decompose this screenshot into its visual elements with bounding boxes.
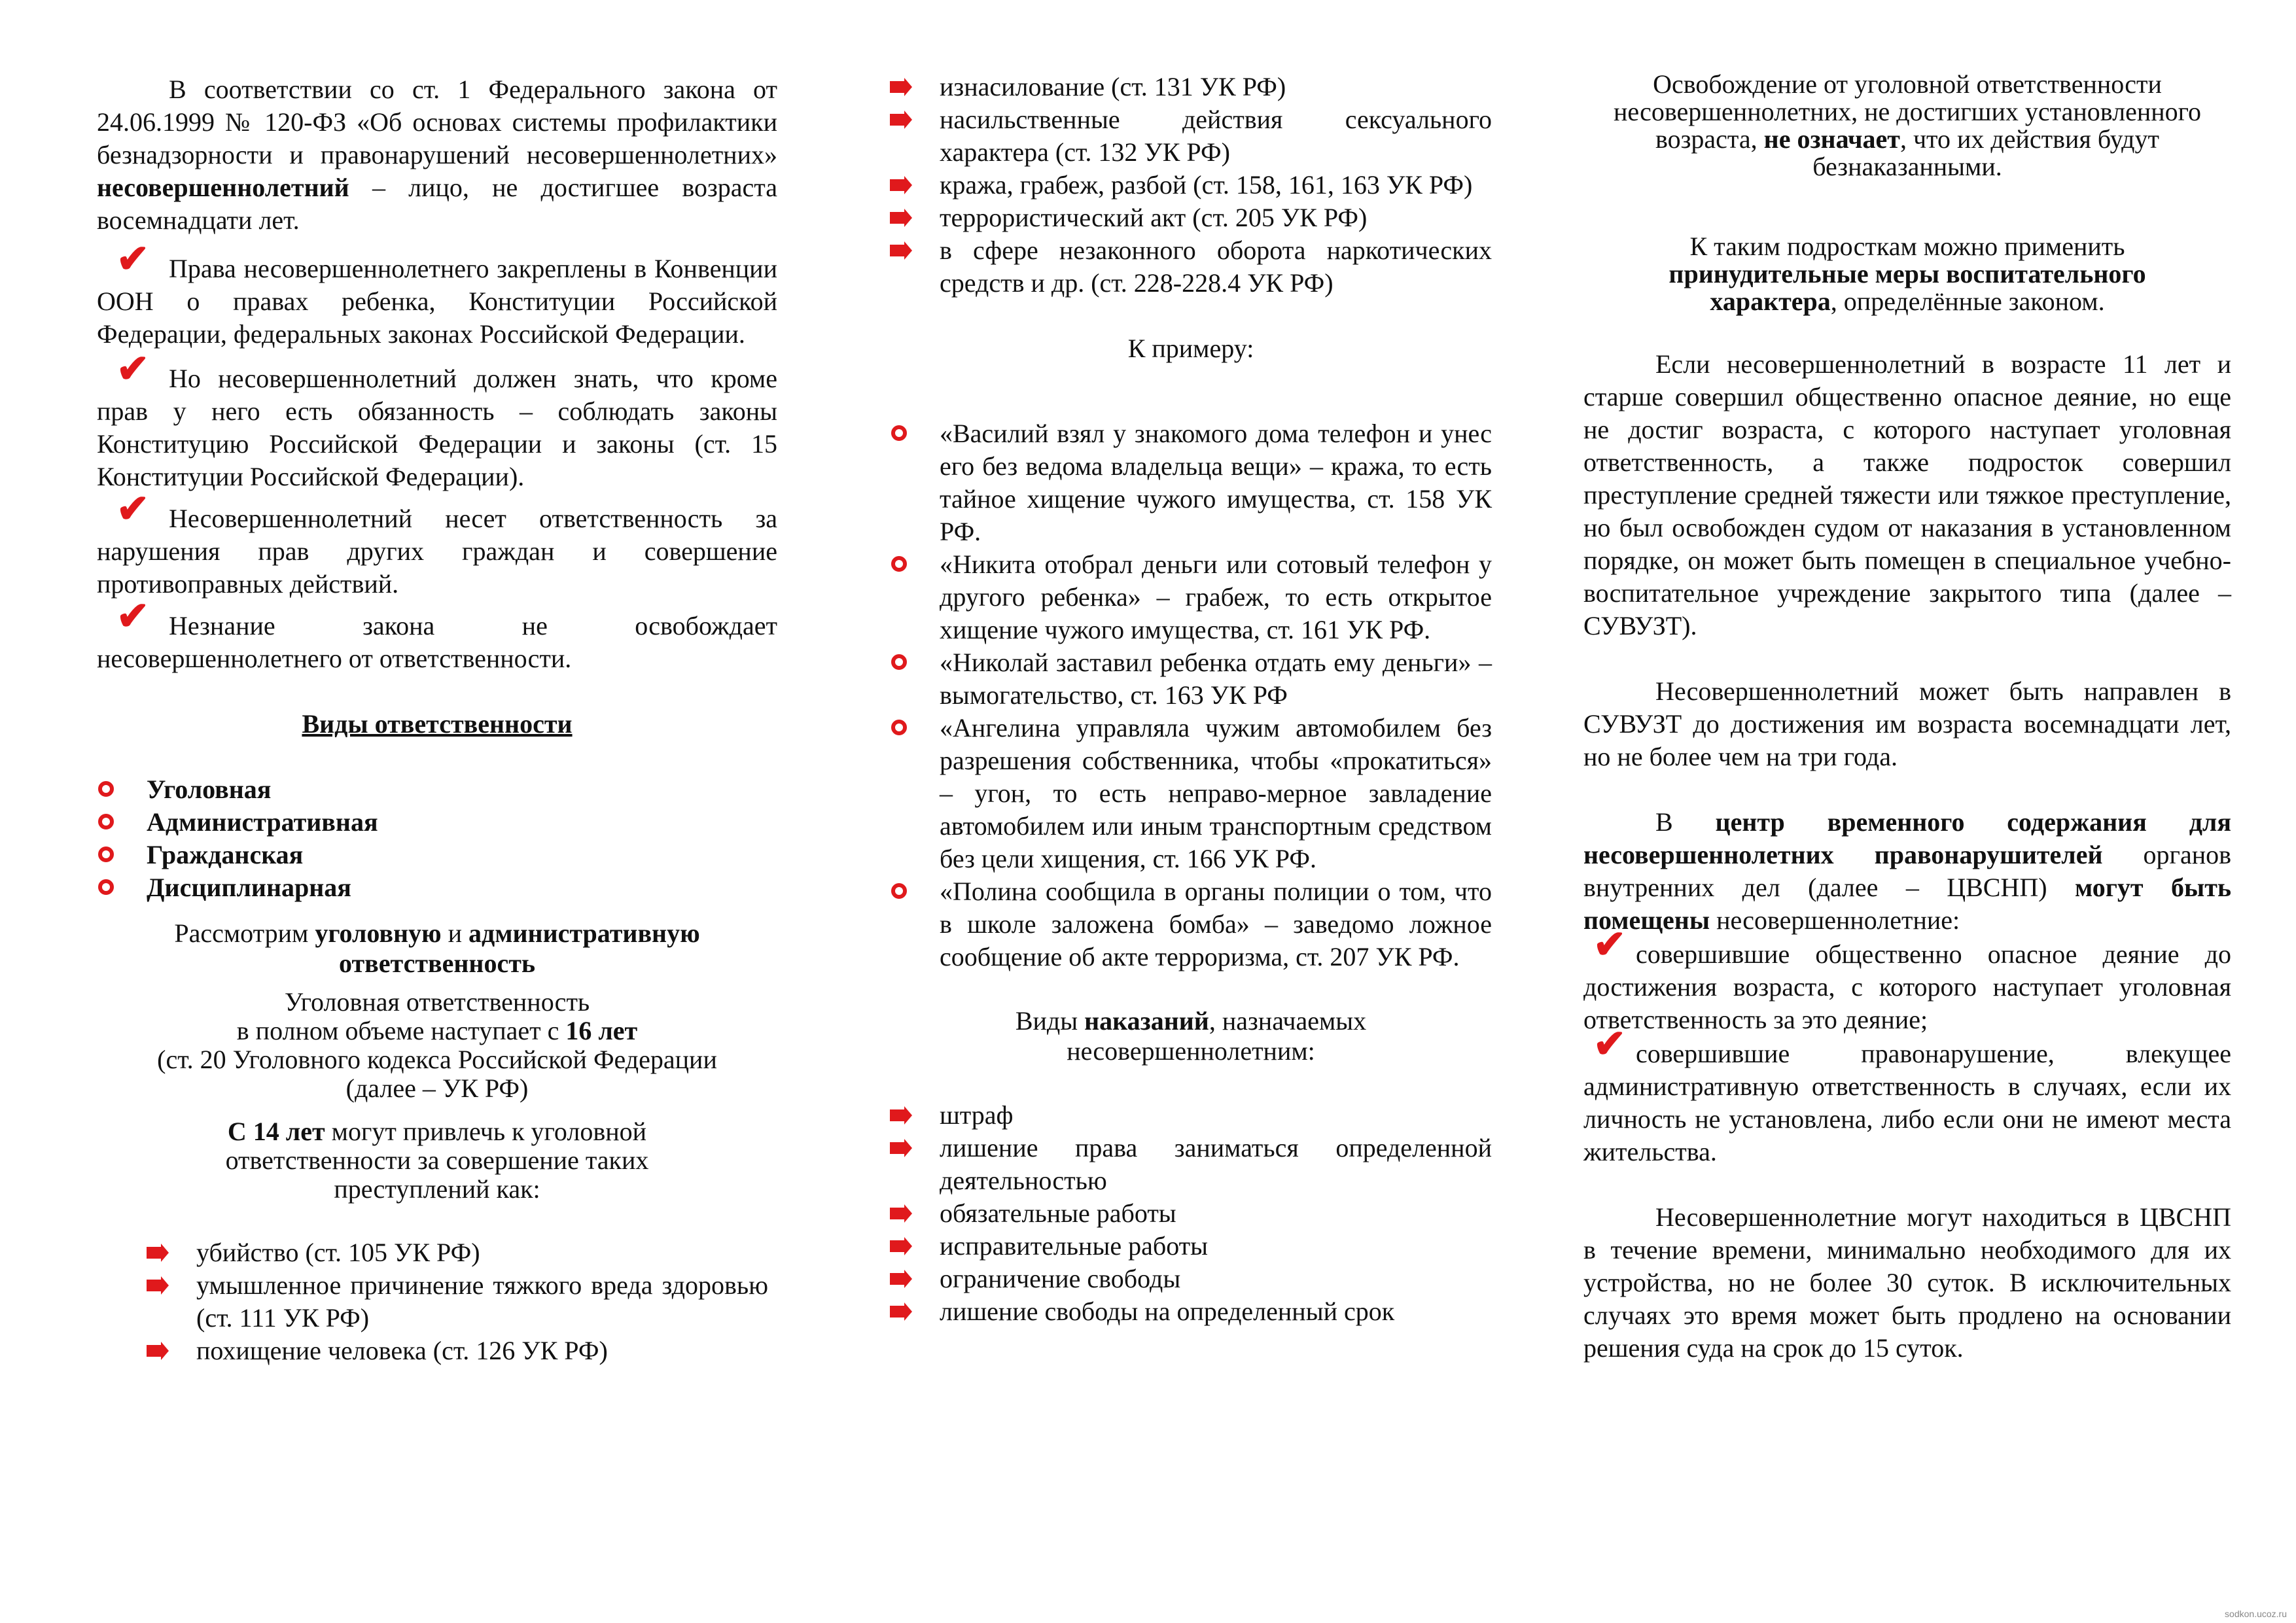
crim-line-1: Уголовная ответственность — [284, 987, 590, 1017]
type-label: Гражданская — [147, 840, 304, 869]
arrow-icon — [890, 1306, 904, 1318]
list-item — [97, 806, 777, 839]
crime-text: изнасилование (ст. 131 УК РФ) — [940, 72, 1286, 101]
watermark: sodkon.ucoz.ru — [2225, 1609, 2287, 1619]
list-item — [890, 1263, 1492, 1295]
list-item — [890, 417, 1492, 548]
check-icon: ✔ — [116, 487, 150, 531]
center-check-text: совершившие правонарушение, влекущее административную ответственность в случаях, если их личность не установлена, либо если они не имеют места жительства. — [1583, 1039, 2231, 1166]
arrow-icon — [890, 212, 904, 224]
check-paragraph — [97, 595, 777, 675]
center-pre: В — [1655, 807, 1673, 837]
list-item — [890, 548, 1492, 646]
list-item — [97, 871, 777, 904]
ring-icon — [891, 883, 907, 899]
punishment-text: лишение права заниматься определенной деятельностью — [940, 1133, 1492, 1195]
center-bold-2: могут быть помещены — [1583, 873, 2232, 935]
suvuzt-term-text: Несовершеннолетний может быть направлен в СУВУЗТ до достижения им возраста восемнадцати лет, но не более чем на три года. — [1583, 676, 2231, 771]
center-paragraph — [1583, 806, 2231, 937]
punish-pre: Виды — [1015, 1006, 1078, 1036]
punishment-heading — [890, 1006, 1492, 1066]
arrow-icon — [890, 1240, 904, 1252]
check-icon: ✔ — [1593, 923, 1627, 966]
check-paragraph — [97, 347, 777, 493]
arrow-icon — [890, 1142, 904, 1154]
punishment-text: исправительные работы — [940, 1231, 1209, 1261]
crimes-list-2 — [890, 71, 1492, 300]
ring-icon — [891, 556, 907, 572]
suvuzt-term-paragraph — [1583, 675, 2231, 773]
release-pre: Освобождение от уголовной ответственности несовершеннолетних, не достигших установленного возраста, — [1613, 69, 2202, 154]
check-icon: ✔ — [116, 347, 150, 391]
list-item — [890, 103, 1492, 169]
measures-bold: принудительные меры воспитательного характера — [1669, 259, 2146, 316]
list-item — [890, 71, 1492, 103]
measures-pre: К таким подросткам можно применить — [1689, 232, 2125, 261]
crime-text: убийство (ст. 105 УК РФ) — [196, 1238, 480, 1267]
ring-icon — [891, 654, 907, 670]
list-item — [97, 773, 777, 806]
list-item — [890, 1295, 1492, 1328]
list-item — [890, 646, 1492, 712]
center-end: несовершеннолетние: — [1716, 905, 1960, 935]
consider-bold-1: уголовную — [315, 918, 442, 948]
list-item — [890, 1132, 1492, 1197]
list-item — [890, 875, 1492, 973]
arrow-icon — [890, 179, 904, 191]
example-heading — [890, 332, 1492, 365]
consider-bold-2: административную ответственность — [338, 918, 700, 978]
type-label: Уголовная — [147, 775, 272, 804]
examples-list — [890, 417, 1492, 973]
crime-text: террористический акт (ст. 205 УК РФ) — [940, 203, 1368, 232]
example-text: «Полина сообщила в органы полиции о том, что в школе заложена бомба» – заведомо ложное сообщение об акте терроризма, ст. 207 УК РФ. — [940, 877, 1492, 971]
example-text: «Никита отобрал деньги или сотовый телефон у другого ребенка» – грабеж, то есть открытое хищение чужого имущества, ст. 161 УК РФ. — [940, 550, 1492, 644]
crimes-list-1 — [97, 1236, 768, 1367]
check-icon: ✔ — [116, 595, 150, 638]
intro-end: – лицо, не достигшее возраста восемнадцати лет. — [97, 173, 778, 235]
punish-bold: наказаний — [1084, 1006, 1209, 1036]
center-check-paragraph — [1583, 1022, 2231, 1168]
from-14-paragraph — [97, 1117, 777, 1204]
check-text: Но несовершеннолетний должен знать, что кроме прав у него есть обязанность – соблюдать законы Конституцию Российской Федерации и законы (ст. 15 Конституции Российской Федерации). — [97, 364, 777, 491]
suvuzt-text: Если несовершеннолетний в возрасте 11 лет и старше совершил общественно опасное деяние, но еще не достиг возраста, с которого наступает уголовная ответственность, а также подросток совершил преступление средней тяжести или тяжкое преступление, но был освобожден судом от наказания в установленном порядке, он может быть помещен в специальное учебно-воспитательное учреждение закрытого типа (далее – СУВУЗТ). — [1583, 349, 2231, 640]
ring-icon — [98, 879, 114, 895]
crime-text: насильственные действия сексуального характера (ст. 132 УК РФ) — [940, 105, 1492, 167]
release-bold: не означает — [1763, 124, 1900, 154]
type-label: Административная — [147, 807, 378, 837]
center-bold-1: центр временного содержания для несовершеннолетних правонарушителей — [1583, 807, 2232, 869]
center-check-text: совершившие общественно опасное деяние до достижения возраста, с которого наступает уголовная ответственность за это деяние; — [1583, 939, 2231, 1034]
example-text: «Николай заставил ребенка отдать ему деньги» – вымогательство, ст. 163 УК РФ — [940, 648, 1492, 710]
crime-text: в сфере незаконного оборота наркотических средств и др. (ст. 228-228.4 УК РФ) — [940, 236, 1492, 298]
check-icon: ✔ — [116, 237, 150, 281]
column-3 — [1583, 71, 2231, 1365]
column-2 — [890, 71, 1492, 1328]
types-heading — [97, 708, 777, 741]
example-heading-text: К примеру: — [1127, 334, 1254, 363]
list-item — [147, 1335, 768, 1367]
ring-icon — [98, 781, 114, 797]
center-mid: органов внутренних дел (далее – ЦВСНП) — [1583, 840, 2231, 902]
arrow-icon — [890, 1208, 904, 1219]
arrow-icon — [147, 1280, 161, 1291]
crime-text: кража, грабеж, разбой (ст. 158, 161, 163 УК РФ) — [940, 170, 1473, 200]
ring-icon — [98, 814, 114, 829]
ring-icon — [891, 425, 907, 441]
criminal-age-paragraph — [97, 988, 777, 1103]
term-text: Несовершеннолетние могут находиться в ЦВСНП в течение времени, минимально необходимого для их устройства, но не более 30 суток. В исключительных случаях это время может быть продлено на основании решения суда на срок до 15 суток. — [1583, 1202, 2231, 1363]
check-text: Незнание закона не освобождает несовершеннолетнего от ответственности. — [97, 611, 777, 673]
list-item — [890, 712, 1492, 875]
types-heading-text: Виды ответственности — [302, 709, 573, 739]
release-end: , что их действия будут безнаказанными. — [1812, 124, 2159, 181]
list-item — [890, 234, 1492, 300]
ring-icon — [891, 720, 907, 735]
arrow-icon — [890, 245, 904, 256]
arrow-icon — [147, 1345, 161, 1357]
list-item — [890, 201, 1492, 234]
release-paragraph — [1583, 71, 2231, 181]
types-list — [97, 773, 777, 904]
measures-end: , определённые законом. — [1830, 287, 2105, 316]
punish-rest: , назначаемых несовершеннолетним: — [1067, 1006, 1367, 1066]
arrow-icon — [890, 114, 904, 126]
column-1 — [97, 73, 777, 1367]
suvuzt-paragraph — [1583, 348, 2231, 642]
intro-bold: несовершеннолетний — [97, 173, 349, 202]
arrow-icon — [890, 1273, 904, 1285]
type-label: Дисциплинарная — [147, 873, 351, 902]
check-text: Права несовершеннолетнего закреплены в Конвенции ООН о правах ребенка, Конституции Российской Федерации, федеральных законах Российской Федерации. — [97, 254, 777, 349]
list-item — [97, 839, 777, 871]
check-paragraph — [97, 237, 777, 351]
list-item — [890, 1099, 1492, 1132]
crim-line-2-bold: 16 лет — [565, 1016, 638, 1045]
crim-line-2: в полном объеме наступает с — [236, 1016, 559, 1045]
term-paragraph — [1583, 1201, 2231, 1365]
example-text: «Василий взял у знакомого дома телефон и унес его без ведома владельца вещи» – кража, то есть тайное хищение чужого имущества, ст. 158 УК РФ. — [940, 419, 1492, 546]
consider-pre: Рассмотрим — [174, 918, 309, 948]
check-icon: ✔ — [1593, 1022, 1627, 1066]
consider-paragraph — [97, 918, 777, 979]
example-text: «Ангелина управляла чужим автомобилем без разрешения собственника, чтобы «прокатиться» – угон, то есть неправо-мерное завладение автомобилем или иным транспортным средством без цели хищения, ст. 166 УК РФ. — [940, 713, 1492, 873]
punishment-text: штраф — [940, 1100, 1014, 1130]
intro-paragraph — [97, 73, 777, 237]
check-text: Несовершеннолетний несет ответственность за нарушения прав других граждан и совершение противоправных действий. — [97, 504, 777, 599]
intro-text: В соответствии со ст. 1 Федерального закона от 24.06.1999 № 120-ФЗ «Об основах системы профилактики безнадзорности и правонарушений несовершеннолетних» — [97, 75, 777, 169]
center-check-paragraph — [1583, 923, 2231, 1036]
arrow-icon — [890, 81, 904, 93]
check-paragraph — [97, 487, 777, 601]
list-item — [890, 1230, 1492, 1263]
punishment-text: обязательные работы — [940, 1198, 1176, 1228]
punishment-text: лишение свободы на определенный срок — [940, 1297, 1395, 1326]
measures-paragraph — [1583, 233, 2231, 315]
crime-text: умышленное причинение тяжкого вреда здоровью (ст. 111 УК РФ) — [196, 1270, 768, 1333]
punishments-list — [890, 1099, 1492, 1328]
list-item — [147, 1269, 768, 1335]
from-14-rest: могут привлечь к уголовной ответственности за совершение таких преступлений как: — [225, 1117, 649, 1204]
arrow-icon — [147, 1247, 161, 1259]
list-item — [147, 1236, 768, 1269]
consider-mid: и — [448, 918, 463, 948]
from-14-bold: С 14 лет — [227, 1117, 325, 1146]
punishment-text: ограничение свободы — [940, 1264, 1181, 1293]
list-item — [890, 1197, 1492, 1230]
crim-line-3: (ст. 20 Уголовного кодекса Российской Федерации (далее – УК РФ) — [157, 1045, 717, 1103]
ring-icon — [98, 846, 114, 862]
arrow-icon — [890, 1109, 904, 1121]
crime-text: похищение человека (ст. 126 УК РФ) — [196, 1336, 608, 1365]
list-item — [890, 169, 1492, 201]
